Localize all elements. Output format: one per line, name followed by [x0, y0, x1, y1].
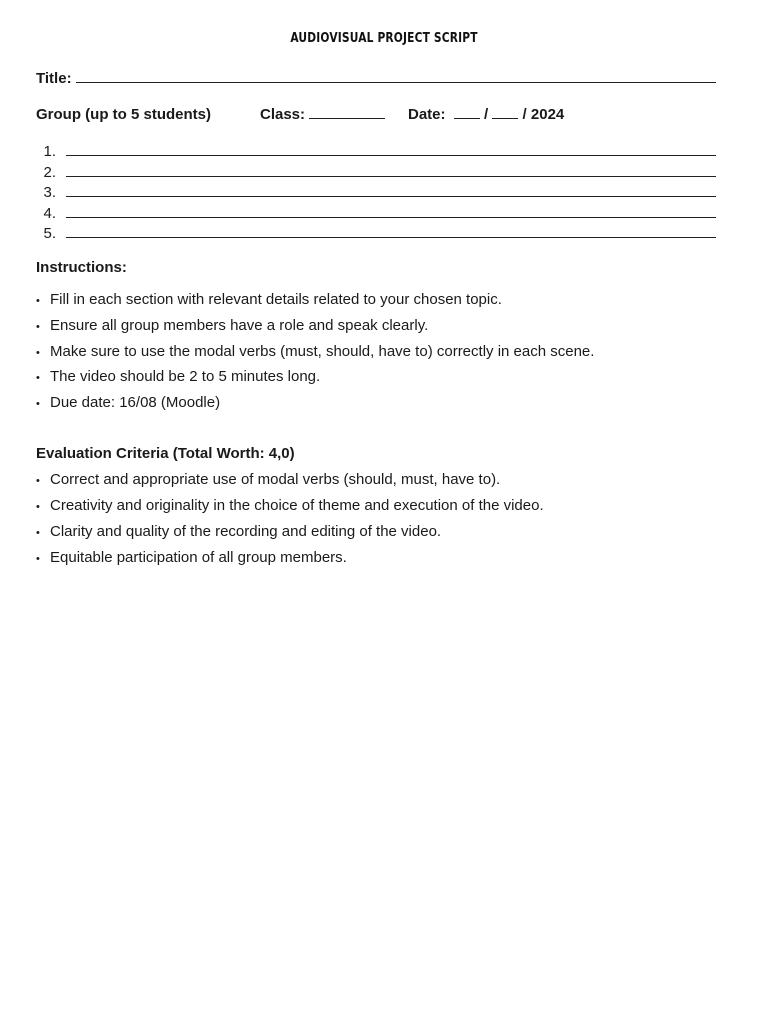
- bullet-icon: •: [36, 372, 40, 385]
- class-field: [260, 105, 408, 125]
- bullet-icon: •: [36, 475, 40, 487]
- member-number: 3.: [43, 184, 56, 201]
- title-label: Title:: [36, 70, 72, 87]
- member-blank-line[interactable]: [66, 183, 716, 197]
- class-blank-line[interactable]: [309, 105, 385, 119]
- bullet-icon: •: [36, 295, 40, 307]
- member-number: 4.: [43, 204, 56, 222]
- instructions-list: [36, 290, 736, 419]
- member-number: 2.: [43, 163, 56, 181]
- instruction-text: Fill in each section with relevant details related to your chosen topic.: [50, 291, 502, 308]
- list-item: [36, 342, 736, 368]
- member-number: 5.: [43, 225, 56, 242]
- date-month-blank[interactable]: [492, 105, 518, 119]
- date-year: / 2024: [522, 106, 565, 123]
- bullet-icon: •: [36, 398, 40, 411]
- bullet-icon: •: [36, 527, 40, 539]
- group-label: Group (up to 5 students): [36, 106, 211, 123]
- member-number: 1.: [43, 143, 56, 160]
- list-item: [36, 496, 736, 522]
- date-separator: /: [484, 106, 489, 123]
- criterion-text: Creativity and originality in the choice of theme and execution of the video.: [50, 497, 544, 514]
- member-blank-line[interactable]: [66, 224, 716, 238]
- criterion-text: Correct and appropriate use of modal verbs (should, must, have to).: [50, 471, 501, 488]
- evaluation-heading: Evaluation Criteria (Total Worth: 4,0): [36, 445, 295, 462]
- date-field: [408, 105, 564, 125]
- member-row: [36, 183, 716, 204]
- page-title: AUDIOVISUAL PROJECT SCRIPT: [290, 31, 478, 46]
- list-item: [36, 290, 736, 316]
- title-field: [36, 68, 716, 89]
- list-item: [36, 522, 736, 548]
- list-item: [36, 367, 736, 393]
- instruction-text: Make sure to use the modal verbs (must, should, have to) correctly in each scene.: [50, 342, 595, 360]
- member-blank-line[interactable]: [66, 142, 716, 156]
- bullet-icon: •: [36, 346, 40, 359]
- bullet-icon: •: [36, 320, 40, 333]
- group-info-row: [36, 105, 716, 125]
- date-day-blank[interactable]: [454, 105, 480, 119]
- criterion-text: Clarity and quality of the recording and editing of the video.: [50, 523, 442, 540]
- list-item: [36, 316, 736, 342]
- member-row: [36, 224, 716, 245]
- instruction-text: The video should be 2 to 5 minutes long.: [50, 368, 321, 386]
- evaluation-criteria-list: [36, 470, 736, 574]
- group-member-list: [36, 142, 716, 245]
- date-label: Date:: [408, 106, 446, 123]
- criterion-text: Equitable participation of all group members.: [50, 549, 347, 566]
- member-blank-line[interactable]: [66, 163, 716, 177]
- bullet-icon: •: [36, 501, 40, 513]
- bullet-icon: •: [36, 553, 40, 565]
- title-blank-line[interactable]: [76, 68, 716, 83]
- list-item: [36, 393, 736, 419]
- list-item: [36, 470, 736, 496]
- class-label: Class:: [260, 106, 306, 123]
- instructions-heading: Instructions:: [36, 259, 127, 276]
- instruction-text: Ensure all group members have a role and speak clearly.: [50, 316, 429, 334]
- member-row: [36, 142, 716, 163]
- member-row: [36, 204, 716, 225]
- list-item: [36, 548, 736, 574]
- instruction-text: Due date: 16/08 (Moodle): [50, 394, 221, 412]
- member-row: [36, 163, 716, 184]
- member-blank-line[interactable]: [66, 204, 716, 218]
